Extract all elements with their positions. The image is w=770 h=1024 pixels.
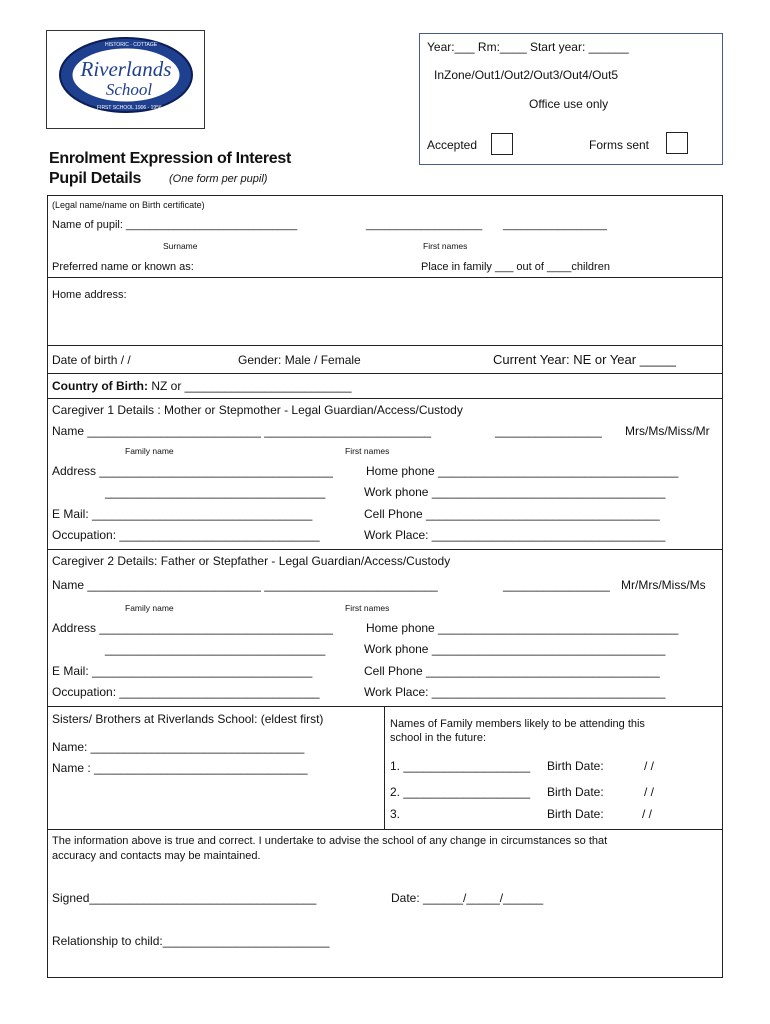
caregiver2-name-extra-field[interactable]: ________________	[503, 578, 610, 592]
first-names-label: First names	[423, 241, 468, 251]
birth-date-1-field[interactable]: / /	[644, 759, 655, 773]
caregiver2-email-field[interactable]: E Mail: _________________________________	[52, 664, 313, 678]
logo-word-2: School	[105, 80, 153, 99]
country-value: NZ or _________________________	[147, 379, 352, 393]
caregiver2-name-field[interactable]: Name __________________________ __________________________	[52, 578, 438, 592]
caregiver2-address-field[interactable]: Address ___________________________________	[52, 621, 333, 635]
sibling-name-2-field[interactable]: Name : ________________________________	[52, 761, 308, 775]
future-member-2-field[interactable]: 2. ___________________	[390, 785, 531, 799]
place-in-family-field[interactable]: Place in family ___ out of ____children	[421, 261, 610, 273]
birth-date-label: Birth Date:	[547, 807, 604, 821]
forms-sent-checkbox[interactable]	[666, 132, 688, 154]
caregiver1-work-phone-field[interactable]: Work phone ___________________________________	[364, 485, 666, 499]
school-logo	[47, 31, 204, 128]
divider	[47, 277, 723, 278]
divider	[47, 829, 723, 830]
future-members-heading-2: school in the future:	[390, 732, 487, 744]
future-member-1-field[interactable]: 1. ___________________	[390, 759, 531, 773]
date-of-birth-field[interactable]: Date of birth / /	[52, 353, 131, 367]
declaration-line-1: The information above is true and correct. I undertake to advise the school of any change in circumstances so that	[52, 835, 608, 847]
caregiver2-home-phone-field[interactable]: Home phone ____________________________________	[366, 621, 679, 635]
sibling-name-1-field[interactable]: Name: ________________________________	[52, 740, 305, 754]
caregiver1-title-options[interactable]: Mrs/Ms/Miss/Mr	[625, 424, 710, 438]
office-year-line: Year:___ Rm:____ Start year: ______	[427, 40, 629, 54]
current-year-field[interactable]: Current Year: NE or Year _____	[493, 352, 676, 367]
caregiver2-address-line2[interactable]: _________________________________	[105, 642, 326, 656]
pupil-name-field[interactable]: Name of pupil: ____________________________	[52, 219, 298, 231]
caregiver2-occupation-field[interactable]: Occupation: ______________________________	[52, 685, 320, 699]
declaration-line-2: accuracy and contacts may be maintained.	[52, 850, 261, 862]
siblings-heading: Sisters/ Brothers at Riverlands School: (eldest first)	[52, 712, 324, 726]
relationship-field[interactable]: Relationship to child:_________________________	[52, 934, 330, 948]
caregiver1-email-field[interactable]: E Mail: _________________________________	[52, 507, 313, 521]
caregiver1-cell-phone-field[interactable]: Cell Phone ___________________________________	[364, 507, 660, 521]
caregiver2-title-options[interactable]: Mr/Mrs/Miss/Ms	[621, 578, 706, 592]
preferred-name-field[interactable]: Preferred name or known as:	[52, 261, 194, 273]
form-note: (One form per pupil)	[169, 173, 268, 185]
caregiver1-work-place-field[interactable]: Work Place: ___________________________________	[364, 528, 666, 542]
logo-arc-bottom: FIRST SCHOOL 1906 - 1956	[97, 105, 162, 111]
pupil-middle-name-field[interactable]: _________________	[503, 219, 608, 231]
caregiver1-home-phone-field[interactable]: Home phone ____________________________________	[366, 464, 679, 478]
family-name-label: Family name	[125, 603, 174, 613]
divider	[47, 549, 723, 550]
caregiver1-name-field[interactable]: Name __________________________ _________________________	[52, 424, 432, 438]
first-names-label: First names	[345, 603, 390, 613]
surname-label: Surname	[163, 241, 198, 251]
first-names-label: First names	[345, 446, 390, 456]
caregiver1-occupation-field[interactable]: Occupation: ______________________________	[52, 528, 320, 542]
home-address-field[interactable]: Home address:	[52, 289, 127, 301]
office-use-label: Office use only	[529, 97, 609, 111]
forms-sent-label: Forms sent	[589, 138, 650, 152]
family-name-label: Family name	[125, 446, 174, 456]
caregiver1-address-field[interactable]: Address ___________________________________	[52, 464, 333, 478]
birth-date-3-field[interactable]: / /	[642, 807, 653, 821]
logo-word-1: Riverlands	[80, 57, 172, 81]
divider-vertical	[384, 706, 385, 829]
date-field[interactable]: Date: ______/_____/______	[391, 891, 544, 905]
signature-field[interactable]: Signed__________________________________	[52, 891, 317, 905]
divider	[47, 345, 723, 346]
caregiver2-work-phone-field[interactable]: Work phone ___________________________________	[364, 642, 666, 656]
divider	[47, 373, 723, 374]
divider	[47, 398, 723, 399]
accepted-label: Accepted	[427, 138, 478, 152]
caregiver1-heading: Caregiver 1 Details : Mother or Stepmother - Legal Guardian/Access/Custody	[52, 403, 463, 417]
caregiver2-work-place-field[interactable]: Work Place: ___________________________________	[364, 685, 666, 699]
school-logo-frame	[46, 30, 205, 129]
future-member-3-field[interactable]: 3.	[390, 807, 401, 821]
pupil-first-name-field[interactable]: ___________________	[366, 219, 483, 231]
country-label: Country of Birth:	[52, 379, 148, 393]
form-subtitle: Pupil Details	[49, 170, 142, 187]
divider	[47, 706, 723, 707]
future-members-heading: Names of Family members likely to be attending this	[390, 718, 645, 730]
legal-name-note: (Legal name/name on Birth certificate)	[52, 200, 205, 210]
birth-date-2-field[interactable]: / /	[644, 785, 655, 799]
birth-date-label: Birth Date:	[547, 785, 604, 799]
accepted-checkbox[interactable]	[491, 133, 513, 155]
country-of-birth-field[interactable]	[52, 379, 352, 393]
caregiver2-heading: Caregiver 2 Details: Father or Stepfather - Legal Guardian/Access/Custody	[52, 554, 451, 568]
caregiver2-cell-phone-field[interactable]: Cell Phone ___________________________________	[364, 664, 660, 678]
caregiver1-name-extra-field[interactable]: ________________	[495, 424, 602, 438]
caregiver1-address-line2[interactable]: _________________________________	[105, 485, 326, 499]
birth-date-label: Birth Date:	[547, 759, 604, 773]
logo-arc-top: HISTORIC · COTTAGE	[105, 42, 158, 48]
form-title: Enrolment Expression of Interest	[49, 150, 292, 167]
gender-field[interactable]: Gender: Male / Female	[238, 353, 361, 367]
office-zone-line: InZone/Out1/Out2/Out3/Out4/Out5	[434, 68, 619, 82]
